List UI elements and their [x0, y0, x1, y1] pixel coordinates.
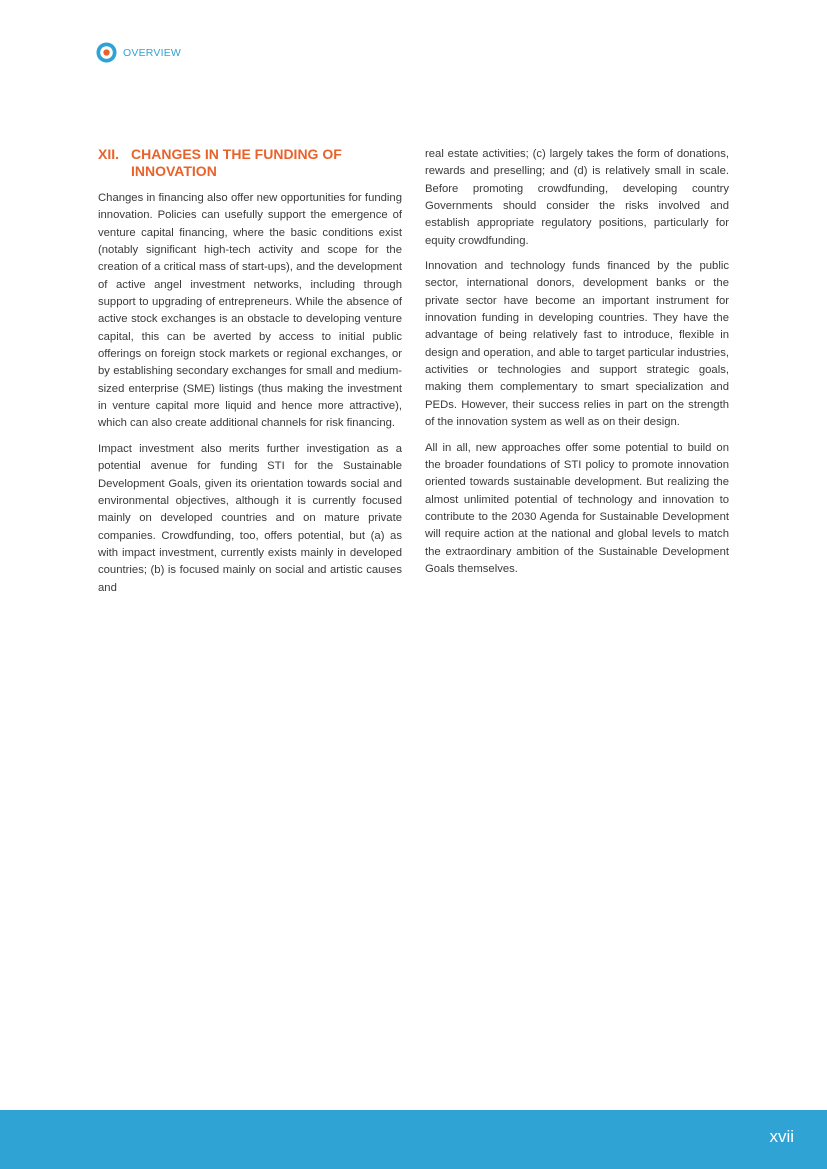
paragraph-impact-investment: Impact investment also merits further investigation as a potential avenue for funding STI for the Sustainable Development Goals, given its orientation towards social and environmental objectives, although it is currently focused mainly on developed countries and on mature private companies. Crowdfunding, too, offers potential, but (a) as with impact investment, currently exists mainly in developed countries; (b) is focused mainly on social and artistic causes and: [98, 442, 402, 594]
target-icon: [96, 42, 117, 63]
section-title: CHANGES IN THE FUNDING OF INNOVATION: [131, 146, 342, 179]
section-number: XII.: [98, 146, 120, 162]
right-column: [425, 146, 729, 586]
page-footer: [0, 1110, 827, 1169]
paragraph-conclusion: All in all, new approaches offer some potential to build on the broader foundations of STI policy to promote innovation oriented towards sustainable development. But realizing the almost unlimited potential of technology and innovation to contribute to the 2030 Agenda for Sustainable Development will require action at the national and global levels to match the extraordinary ambition of the Sustainable Development Goals themselves.: [425, 441, 729, 575]
page-number: xvii: [769, 1127, 794, 1146]
paragraph-venture-capital: Changes in financing also offer new opportunities for funding innovation. Policies can usefully support the emergence of venture capital financing, where the basic conditions exist (notably significant high-tech activity and scope for the creation of a critical mass of start-ups), and the development of active angel investment networks, including through support to upgrading of entrepreneurs. While the absence of active stock exchanges is an obstacle to developing venture capital, this can be averted by access to initial public offerings on foreign stock markets or regional exchanges, or by establishing secondary exchanges for small and medium-sized enterprise (SME) listings (thus making the investment in venture capital more liquid and hence more attractive), which can also create additional channels for risk financing.: [98, 192, 402, 430]
section-heading: [98, 146, 402, 180]
paragraph-innovation-funds: Innovation and technology funds financed by the public sector, international donors, development banks or the private sector have become an important instrument for innovation funding in developing countries. They have the advantage of being relatively fast to introduce, flexible in design and operation, and able to target particular industries, activities or technologies and support strategic goals, making them complementary to smart specialization and PEDs. However, their success relies in part on the strength of the innovation system as well as on their design.: [425, 260, 729, 429]
page-header: [96, 42, 181, 63]
paragraph-crowdfunding-continued: real estate activities; (c) largely takes the form of donations, rewards and preselling; and (d) is relatively small in scale. Before promoting crowdfunding, developing country Governments should consider the risks involved and establish appropriate regulatory positions, particularly for equity crowdfunding.: [425, 148, 729, 247]
section-label: OVERVIEW: [123, 46, 182, 59]
left-column: [98, 146, 402, 605]
